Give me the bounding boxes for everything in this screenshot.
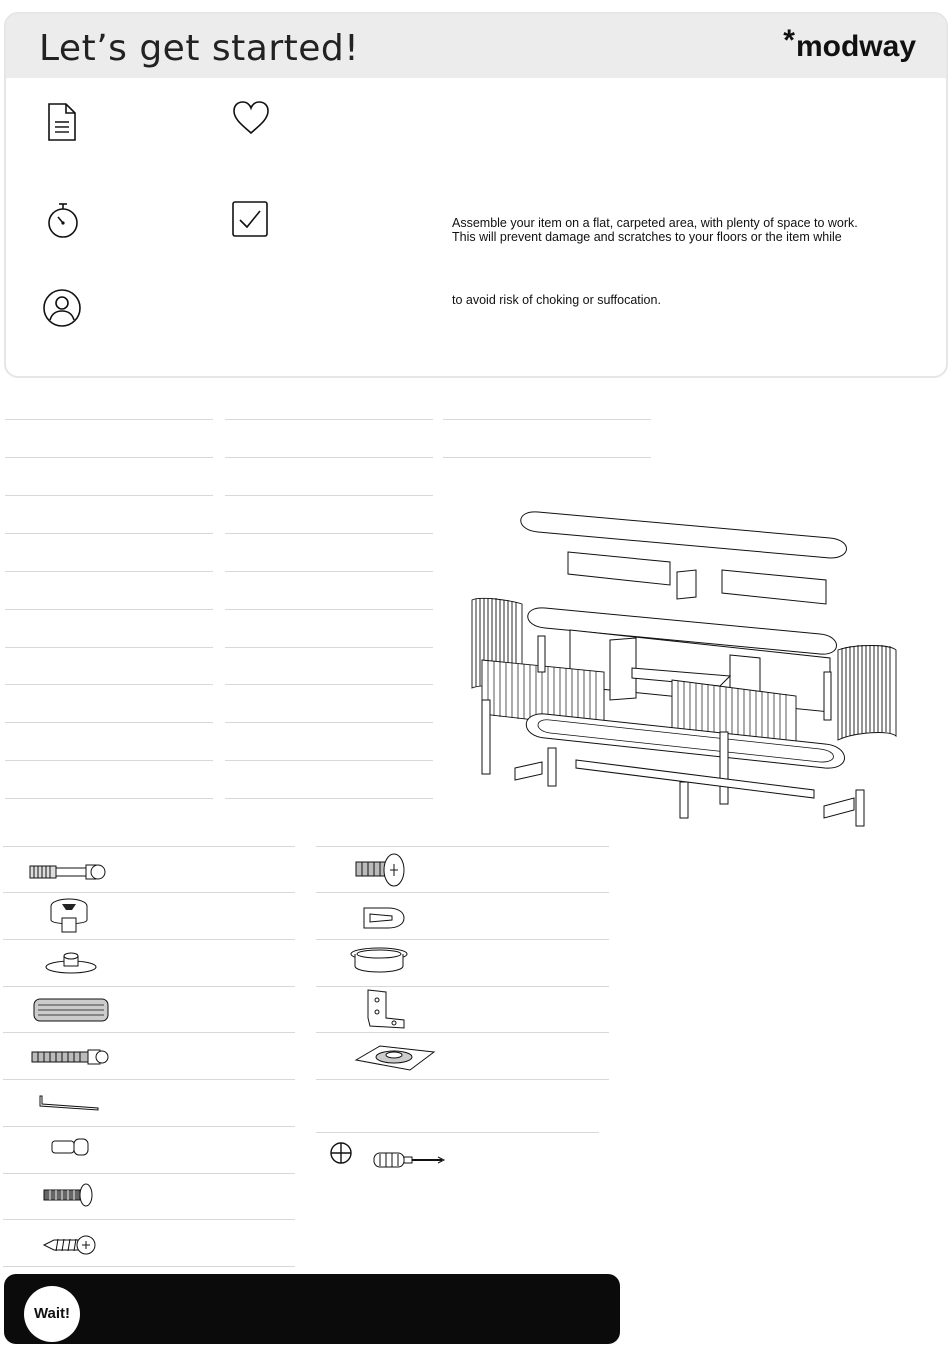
l-bracket-icon [358,988,410,1032]
stopwatch-icon [46,200,80,240]
phillips-symbol-icon [328,1140,354,1166]
swivel-plate-icon [354,1042,436,1074]
wood-screw-icon [42,1232,96,1258]
wood-dowel-icon [32,996,110,1024]
phillips-screw-icon [354,852,408,888]
brand-logo: *modway [783,24,916,63]
tip-line-3: to avoid risk of choking or suffocation. [452,293,661,307]
person-icon [42,288,82,328]
pin-icon [50,1136,92,1158]
allen-key-icon [38,1094,100,1112]
tip-line-2: This will prevent damage and scratches to your floors or the item while [452,230,842,244]
wait-banner [4,1274,620,1344]
disc-cap-icon [44,950,98,976]
checkbox-icon [231,200,269,238]
document-icon [46,102,78,142]
card-header [6,14,946,78]
grommet-icon [348,946,410,976]
tip-line-1: Assemble your item on a flat, carpeted area, with plenty of space to work. [452,216,858,230]
cam-lock-icon [48,896,90,936]
screwdriver-icon [372,1150,446,1170]
long-bolt-icon [30,1044,110,1072]
wait-badge: Wait! [24,1286,80,1342]
clip-icon [358,904,410,932]
short-bolt-icon [42,1182,94,1210]
page-title: Let’s get started! [39,28,360,69]
intro-card [4,12,948,378]
cam-bolt-icon [28,860,106,884]
heart-icon [232,100,270,136]
exploded-diagram [460,500,900,830]
